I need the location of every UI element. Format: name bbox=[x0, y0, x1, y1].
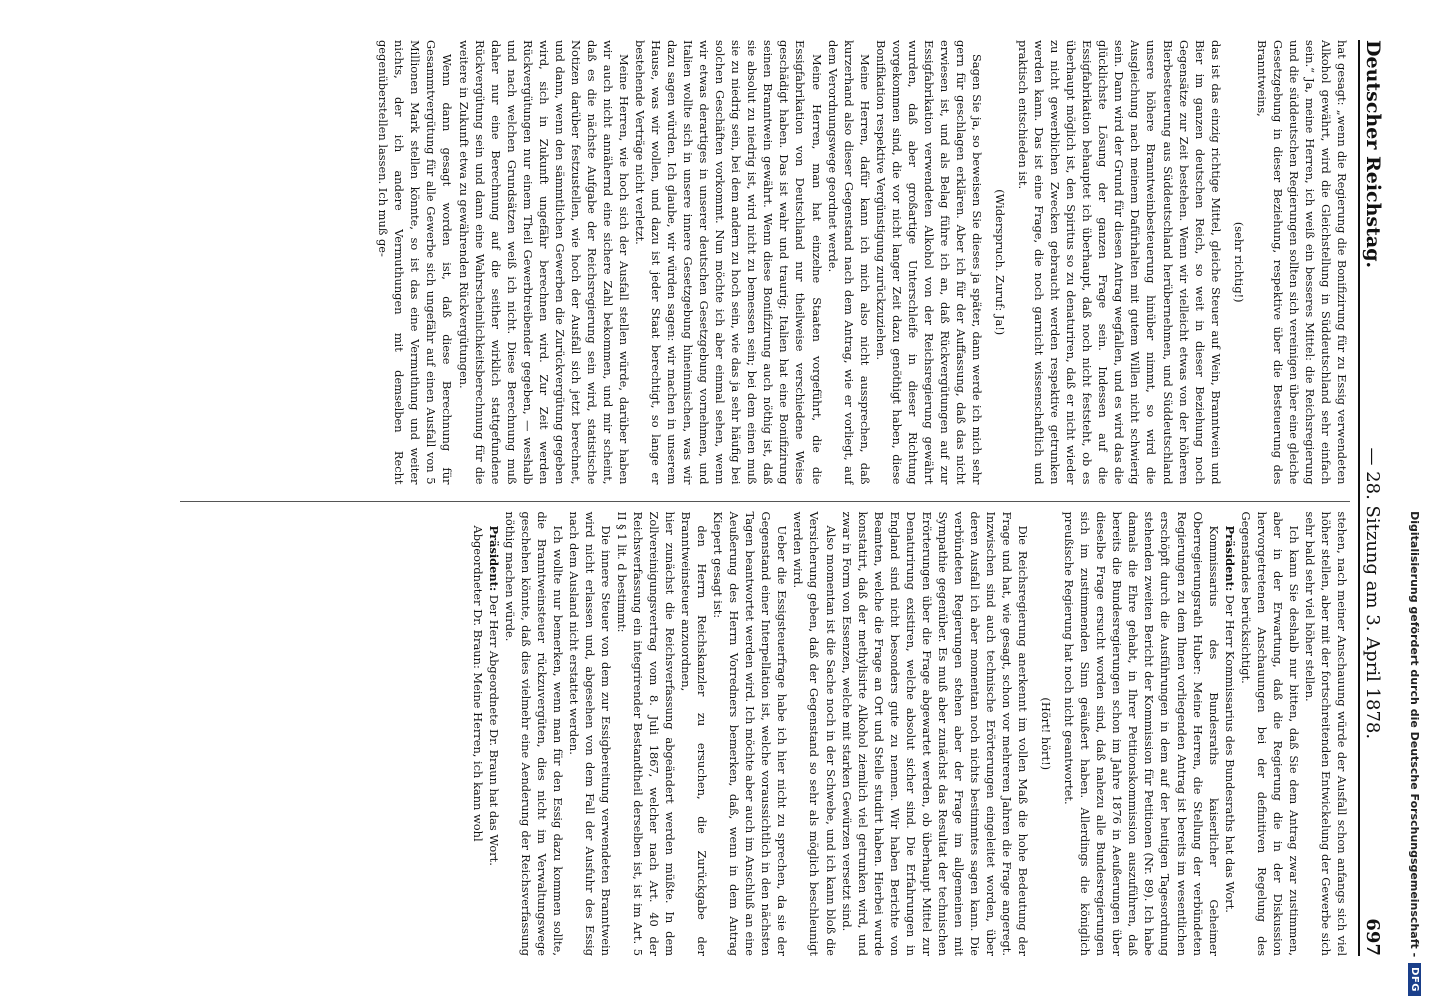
paragraph: Wenn dann gesagt worden ist, daß diese Berechnung für Gesammtvergütung für alle Gewerbe sich ungefähr auf einen Ausfall von 5 Millionen Mark stellen könnte, so ist das eine Vermuthung und weiter nichts, der ich andere Vermuthungen mit demselben Recht gegenüberstellen lassen. Ich muß ge- bbox=[376, 40, 455, 485]
speaker-label: Präsident: bbox=[1222, 525, 1237, 592]
paragraph: Also momentan ist die Sache noch in der Schwebe, und ich kann bloß die Versicherung geben, daß der Gegenstand so sehr als möglich beschleunigt werden wird. bbox=[791, 511, 838, 956]
paragraph bbox=[1222, 512, 1238, 957]
paragraph: Abgeordneter Dr. Braun: Meine Herren, ich kann wohl bbox=[470, 525, 485, 842]
paragraph: Meine Herren, wie hoch sich der Ausfall stellen würde, darüber haben wir auch nicht annähernd eine sichere Zahl bekommen, und mir scheint, daß es die nächste Aufgabe der Reichsregierung sein wird, statistische Notizen darüber festzustellen, wie hoch der Ausfall sich jetzt berechnet, und dann, wenn den sämmtlichen Gewerben die Zurückvergütung gegeben wird, sich in Zukunft ungefähr berechnen wird. Zur Zeit werden Rückvergütungen nur einem Theil Gewerbtreibender gegeben, — weshalb und nach welchen Grundsätzen weiß ich nicht. Diese Berechnung muß daher nur eine Berechnung auf die seither wirklich stattgefundene Rückvergütung sein und dann eine Wahrscheinlichkeitsberechnung für die weitere in Zukunft etwa zu gewährenden Rückvergütungen. bbox=[456, 40, 631, 485]
paragraph: Ueber die Essigsteuerfrage habe ich hier nicht zu sprechen, da sie der Gegenstand einer Interpellation ist, welche voraussichtlich in den nächsten Tagen beantwortet werden wird. Ich möchte aber auch im Anschluß an eine Aeußerung des Herrn Vorredners bemerken, daß, wenn in dem Antrag Kiepert gesagt ist: bbox=[711, 511, 790, 956]
session-date: — 28. Sitzung am 3. April 1878. bbox=[1362, 447, 1383, 740]
dfg-logo: DFG bbox=[1409, 963, 1422, 996]
paragraph: hat gesagt: „wenn die Regierung die Bonifizirung für zu Essig verwendeten Alkohol gewährt, wird die Gleichstellung in Süddeutschland sehr einfach sein.“ Ja, meine Herren, ich weiß ein besseres Mittel: die Reichsregierung und die süddeutschen Regierungen sollten sich vereinigen über eine gleiche Gesetzgebung in dieser Beziehung, respektive über die Besteuerung des Branntweins, bbox=[1254, 40, 1349, 485]
column-right bbox=[180, 501, 1350, 957]
speaker-label: Präsident: bbox=[486, 525, 501, 592]
speech-text: Der Herr Kommissarius des Bundesraths hat das Wort. bbox=[1222, 591, 1237, 913]
paragraph: Sagen Sie ja, so beweisen Sie dieses ja später, dann werde ich mich sehr gern für geschlagen erklären. Aber ich für der Auffassung, daß das nicht erwiesen ist, und als Belag führe ich an, daß Rückvergütungen auf zur Essigfabrikation verwendeten Alkohol von der Reichsregierung gewährt wurden, daß aber großartige Unterschleife in dieser Richtung vorgekommen sind, die vor nicht langer Zeit dazu genöthigt haben, diese Bonifikation respektive Vergünstigung zurückzuziehen. bbox=[873, 40, 985, 485]
paragraph: stehen, nach meiner Anschauung würde der Ausfall schon anfangs sich viel höher stellen, aber mit der fortschreitenden Entwickelung der Gewerbe sich sehr bald sehr viel höher stellen. bbox=[1302, 511, 1349, 956]
paragraph: Die Reichsregierung anerkennt im vollen Maß die hohe Bedeutung der Frage und hat, wie gesagt, schon vor mehreren Jahren die Frage angeregt. Inzwischen sind auch technische Erörterungen eingeleitet worden, über deren Ausfall ich aber momentan noch nichts bestimmtes sagen kann. Die verbündeten Regierungen stehen aber der Frage im allgemeinen mit Sympathie gegenüber. Es muß aber zunächst das Resultat der technischen Erörterungen über die Frage abgewartet werden, ob überhaupt Mittel zur Denaturirung existiren, welche absolut sicher sind. Die Erfahrungen in England sind nicht besonders gute zu nennen. Wir haben Berichte von Beamten, welche die Frage an Ort und Stelle studirt haben. Hierbei wurde konstatirt, daß der methylisirte Alkohol ziemlich viel getrunken wird, und zwar in Form von Essenzen, welche mit starken Gewürzen versetzt sind. bbox=[839, 511, 1031, 956]
text-columns bbox=[180, 40, 1350, 956]
paragraph: Ich kann Sie deshalb nur bitten, daß Sie dem Antrag zwar zustimmen, aber in der Erwartung, daß die Regierung die in der Diskussion hervorgetretenen Anschauungen bei der definitiven Regelung des Gegenstandes berücksichtigt. bbox=[1238, 511, 1301, 956]
paragraph: hier zunächst die Reichsverfassung abgeändert werden müßte. In dem Zollvereinigungsvertrag vom 8. Juli 1867, welcher nach Art. 40 der Reichsverfassung ein integrirender Bestandtheil derselben ist, ist im Art. 5 II § 1 lit. d bestimmt: bbox=[614, 511, 678, 956]
paragraph: Die innere Steuer von dem zur Essigbereitung verwendeten Branntwein wird nicht erlassen und, abgesehen von dem Fall der Ausfuhr des Essig nach dem Ausland nicht erstattet werden. bbox=[566, 511, 613, 956]
attribution-text: Digitalisierung gefördert durch die Deutsche Forschungsgemeinschaft - bbox=[1408, 511, 1422, 958]
interjection: (Widerspruch. Zuruf: Ja!) bbox=[993, 189, 1008, 336]
interjection: (Hört! hört!) bbox=[1039, 697, 1054, 771]
speech-text: Der Herr Abgeordnete Dr. Braun hat das Wort. bbox=[486, 591, 501, 866]
paragraph: Kommissarius des Bundesraths kaiserlicher Geheimer Oberregierungsrath Huber: Meine Herren, die Stellung der verbündeten Regierungen zu dem Ihnen vorliegenden Antrag ist bereits im wesentlichen erschöpft durch die Ausführungen in dem auf der heutigen Tagesordnung stehenden zweiten Bericht der Kommission für Petitionen (Nr. 89). Ich habe damals die Ehre gehabt, in Ihrer Petitionskommission auszuführen, daß bereits die Bundesregierungen schon im Jahre 1876 in Aeußerungen über dieselbe Frage ersucht worden sind, daß nahezu alle Bundesregierungen sich im zustimmenden Sinn geäußert haben. Allerdings die königlich preußische Regierung hat noch nicht geantwortet. bbox=[1062, 511, 1221, 956]
paragraph: den Herrn Reichskanzler zu ersuchen, die Zurückgabe der Branntweinsteuer anzuordnen, bbox=[679, 511, 710, 956]
paragraph: Ich wollte nur bemerken, wenn man für den Essig dazu kommen sollte, die Branntweinsteuer rückzuvergüten, dies nicht im Verwaltungswege geschehen könnte, daß dies vielmehr eine Aenderung der Reichsverfassung nöthig machen würde. bbox=[502, 511, 565, 956]
paragraph bbox=[486, 512, 502, 957]
paragraph: Meine Herren, man hat einzelne Staaten vorgeführt, die die Essigfabrikation von Deutschland nur theilweise verschiedene Weise geschädigt haben. Das ist wahr und traurig; Italien hat eine Bonifizirung seinen Branntwein gewährt. Wenn diese Bonifizirung auch nöthig ist, daß sie absolut zu niedrig ist, wird nicht zu bemessen sein; bei dem einen muß sie zu niedrig sein, bei dem andern zu hoch sein, wie das ja sehr häufig bei solchen Geschäften vorkommt. Nun möchte ich aber einmal sehen, wenn wir etwas derartiges in unserer deutschen Gesetzgebung vornehmen, und Italien wollte sich in unsere innere Gesetzgebung hineinmischen, was wir dazu sagen würden. Ich glaube, wir würden sagen: wir machen in unserem Hause, was wir wollen, und dazu ist jeder Staat berechtigt, so lange er bestehende Verträge nicht verletzt. bbox=[633, 40, 824, 485]
paragraph: das ist das einzig richtige Mittel, gleiche Steuer auf Wein, Branntwein und Bier im ganzen deutschen Reich, so weit in dieser Beziehung noch Gegensätze zur Zeit bestehen. Wenn wir vielleicht etwas von der höheren Bierbesteuerung aus Süddeutschland herübernehmen, und Süddeutschland unsere höhere Branntweinbesteuerung hinüber nimmt, so wird die Ausgleichung nach meinem Dafürhalten mit gutem Willen nicht schwierig sein. Dann wird der Grund für diesen Antrag wegfallen, und es wird das die glücklichste Lösung der ganzen Frage sein. Indessen auf die Essigfabrikation behauptet ich überhaupt, daß noch nicht feststeht, ob es überhaupt möglich ist, den Spiritus so zu denaturiren, daß er nicht wieder zu nicht gewerblichen Zwecken gebraucht werden respektive getrunken werden kann. Das ist eine Frage, die noch garnicht wissenschaftlich und praktisch entschieden ist. bbox=[1016, 40, 1223, 485]
page-header bbox=[1358, 40, 1404, 956]
attribution-strip bbox=[1405, 6, 1425, 996]
page-number: 697 bbox=[1362, 918, 1383, 956]
paragraph: Meine Herren, dafür kann ich mich also nicht aussprechen, daß kurzerhand also dieser Gegenstand nach dem Antrag, wie er vorliegt, auf dem Verordnungswege geordnet werde. bbox=[825, 40, 872, 485]
column-left bbox=[180, 40, 1350, 485]
interjection: (sehr richtig!) bbox=[1231, 221, 1246, 303]
publication-title: Deutscher Reichstag. bbox=[1362, 40, 1384, 269]
